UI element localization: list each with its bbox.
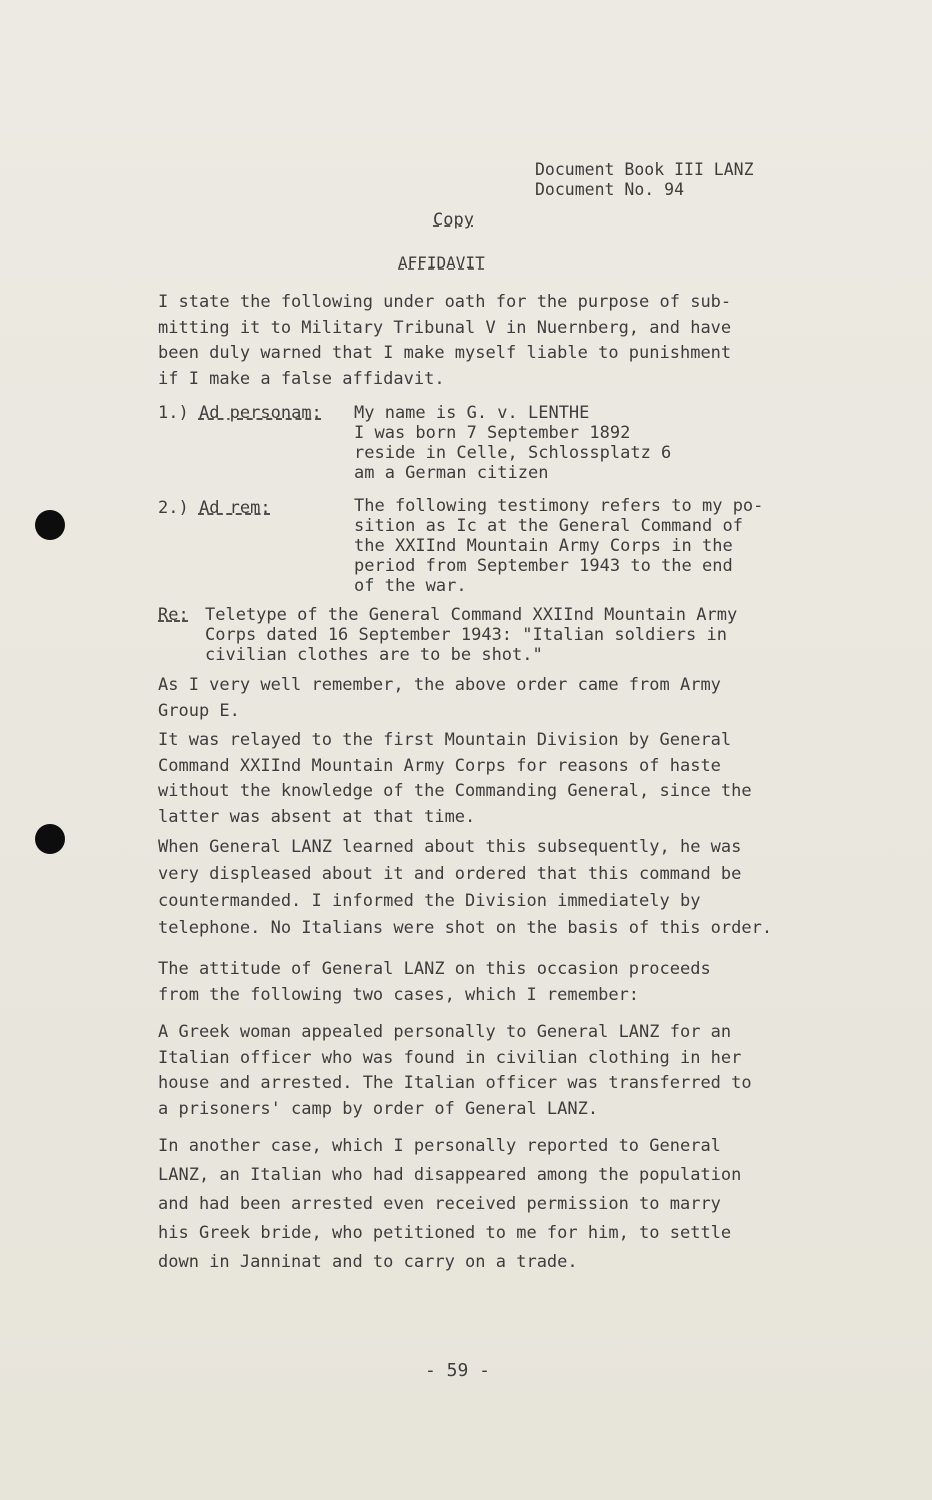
text-line: a prisoners' camp by order of General LANZ. — [158, 1098, 599, 1119]
text-line: his Greek bride, who petitioned to me for him, to settle — [158, 1223, 732, 1243]
text-line: My name is G. v. LENTHE — [354, 403, 590, 423]
text-line: period from September 1943 to the end — [354, 556, 733, 576]
text-line: countermanded. I informed the Division immediately by — [158, 891, 701, 911]
text-line: mitting it to Military Tribunal V in Nuernberg, and have — [158, 317, 732, 338]
body-paragraph — [158, 1132, 741, 1277]
text-line: A Greek woman appealed personally to General LANZ for an — [158, 1022, 732, 1042]
text-line: the XXIInd Mountain Army Corps in the — [354, 536, 733, 556]
text-line: been duly warned that I make myself liable to punishment — [158, 343, 732, 363]
text-line: house and arrested. The Italian officer was transferred to — [158, 1073, 752, 1093]
item-heading: Ad personam: — [198, 403, 322, 423]
text-line: I was born 7 September 1892 — [354, 423, 631, 443]
text-line: without the knowledge of the Commanding General, since the — [158, 781, 752, 801]
punch-hole-bottom — [35, 824, 65, 854]
body-paragraph — [158, 957, 711, 1008]
text-line: The attitude of General LANZ on this occasion proceeds — [158, 959, 711, 979]
text-line: I state the following under oath for the purpose of sub- — [158, 292, 732, 312]
text-line: Corps dated 16 September 1943: "Italian soldiers in — [205, 625, 727, 645]
text-line: civilian clothes are to be shot." — [205, 645, 543, 665]
text-line: The following testimony refers to my po- — [354, 496, 764, 516]
body-paragraph — [158, 673, 721, 724]
text-line: and had been arrested even received permission to marry — [158, 1194, 721, 1214]
re-text — [205, 605, 737, 665]
intro-paragraph — [158, 290, 731, 392]
text-line: telephone. No Italians were shot on the basis of this order. — [158, 918, 773, 938]
body-paragraph — [158, 728, 752, 830]
text-line: down in Janninat and to carry on a trade. — [158, 1252, 578, 1272]
text-line: Command XXIInd Mountain Army Corps for reasons of haste — [158, 755, 721, 776]
text-line: very displeased about it and ordered that this command be — [158, 864, 742, 884]
text-line: Teletype of the General Command XXIInd Mountain Army — [205, 605, 738, 625]
text-line: Group E. — [158, 700, 240, 721]
copy-heading: Copy — [433, 210, 474, 230]
text-line: latter was absent at that time. — [158, 806, 476, 827]
item-2-text — [354, 496, 763, 596]
item-2-label — [158, 498, 271, 518]
body-paragraph — [158, 1020, 752, 1122]
affidavit-title: AFFIDAVIT — [398, 253, 485, 272]
text-line: It was relayed to the first Mountain Division by General — [158, 730, 732, 750]
item-number: 2.) — [158, 498, 189, 518]
text-line: am a German citizen — [354, 463, 549, 483]
item-1-label — [158, 403, 322, 423]
text-line: As I very well remember, the above order came from Army — [158, 675, 721, 695]
re-label: Re: — [158, 605, 189, 625]
text-line: reside in Celle, Schlossplatz 6 — [354, 443, 672, 463]
text-line: from the following two cases, which I remember: — [158, 984, 640, 1005]
text-line: if I make a false affidavit. — [158, 368, 445, 389]
reference-line: Document No. 94 — [535, 180, 685, 199]
document-reference — [535, 160, 754, 200]
item-1-text — [354, 403, 671, 483]
text-line: In another case, which I personally reported to General — [158, 1136, 721, 1156]
reference-line: Document Book III LANZ — [535, 160, 754, 179]
page-number: - 59 - — [425, 1360, 491, 1381]
item-number: 1.) — [158, 403, 189, 423]
text-line: Italian officer who was found in civilian clothing in her — [158, 1047, 742, 1068]
text-line: sition as Ic at the General Command of — [354, 516, 743, 536]
text-line: of the war. — [354, 576, 467, 596]
punch-hole-top — [35, 510, 65, 540]
item-heading: Ad rem: — [198, 498, 271, 518]
body-paragraph — [158, 834, 772, 942]
text-line: LANZ, an Italian who had disappeared among the population — [158, 1165, 742, 1185]
text-line: When General LANZ learned about this subsequently, he was — [158, 837, 742, 857]
